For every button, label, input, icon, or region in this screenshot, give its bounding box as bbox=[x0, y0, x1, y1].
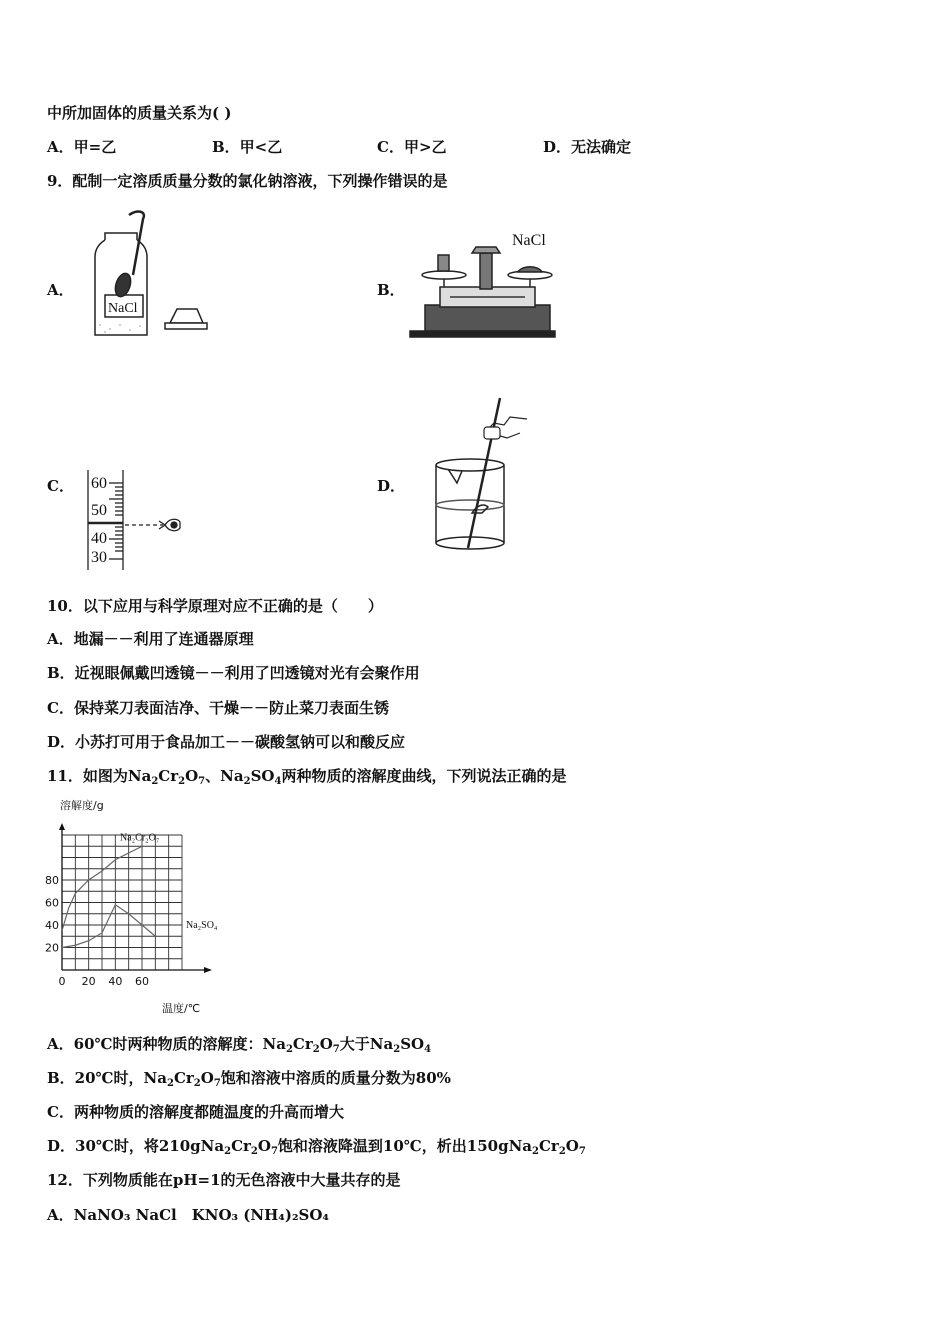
bottle-stopper-icon bbox=[165, 309, 207, 329]
formula-na2so4: $Na_2SO_4$ bbox=[369, 1035, 432, 1055]
chart-series bbox=[62, 832, 218, 947]
x-tick-label: 0 bbox=[58, 975, 66, 988]
cylinder-tick-50: 50 bbox=[91, 502, 107, 519]
q11-option-d[interactable] bbox=[47, 1136, 586, 1156]
chart-ylabel: 溶解度/g bbox=[60, 799, 104, 812]
formula-na2so4: $Na_2SO_4$ bbox=[220, 767, 282, 787]
q11-optA-prefix: A．60℃时两种物质的溶解度： bbox=[47, 1035, 263, 1053]
hand-icon bbox=[484, 427, 500, 439]
x-axis-arrow-icon bbox=[204, 967, 212, 973]
q10-option-c[interactable]: C．保持菜刀表面洁净、干燥－－防止菜刀表面生锈 bbox=[47, 699, 389, 717]
x-tick-label: 40 bbox=[108, 975, 123, 988]
q9-label-a[interactable]: A． bbox=[47, 281, 74, 299]
q11-option-a[interactable] bbox=[47, 1034, 431, 1054]
chart-grid bbox=[62, 835, 182, 970]
q8-option-a[interactable]: A．甲=乙 bbox=[47, 138, 117, 156]
q9-label-d[interactable]: D． bbox=[377, 477, 406, 495]
y-tick-label: 20 bbox=[45, 941, 59, 955]
y-tick-label: 40 bbox=[45, 919, 59, 932]
q10-option-d[interactable]: D．小苏打可用于食品加工－－碳酸氢钠可以和酸反应 bbox=[47, 733, 406, 751]
q11-optD-prefix: D．30℃时，将210g bbox=[47, 1137, 201, 1155]
figure-a-reagent-bottle bbox=[85, 205, 215, 340]
series-label: Na₂Cr₂O₇ bbox=[120, 832, 160, 844]
formula-na2cr2o7: $Na_2Cr_2O_7$ bbox=[200, 1137, 278, 1157]
reagent-bottle-icon bbox=[95, 212, 147, 335]
q9-label-b[interactable]: B． bbox=[377, 281, 405, 299]
x-tick-label: 60 bbox=[135, 975, 149, 988]
q11-stem-suffix: 两种物质的溶解度曲线，下列说法正确的是 bbox=[281, 767, 567, 785]
q11-stem bbox=[47, 766, 566, 786]
q10-stem: 10．以下应用与科学原理对应不正确的是（ ） bbox=[47, 597, 383, 615]
q8-option-b[interactable]: B．甲<乙 bbox=[212, 138, 283, 156]
cylinder-tick-30: 30 bbox=[91, 549, 107, 566]
figure-d-beaker bbox=[432, 393, 542, 563]
q9-stem: 9．配制一定溶质质量分数的氯化钠溶液，下列操作错误的是 bbox=[47, 172, 448, 190]
figure-b-balance bbox=[410, 225, 560, 340]
figure-b-label: NaCl bbox=[512, 232, 546, 249]
q8-stem-tail: 中所加固体的质量关系为( ) bbox=[47, 104, 232, 122]
balance-scale-icon bbox=[410, 247, 555, 337]
cylinder-tick-labels bbox=[91, 475, 107, 566]
chart-axes bbox=[59, 823, 212, 973]
q10-option-b[interactable]: B．近视眼佩戴凹透镜－－利用了凹透镜对光有会聚作用 bbox=[47, 664, 420, 682]
series-line bbox=[62, 905, 155, 948]
cylinder-tick-60: 60 bbox=[91, 475, 107, 492]
q11-stem-mid: 、 bbox=[205, 767, 221, 785]
y-tick-label: 60 bbox=[45, 896, 59, 910]
formula-na2cr2o7: $Na_2Cr_2O_7$ bbox=[262, 1035, 340, 1055]
formula-na2cr2o7: $Na_2Cr_2O_7$ bbox=[508, 1137, 586, 1157]
q11-optB-suffix: 饱和溶液中溶质的质量分数为80% bbox=[220, 1069, 451, 1087]
q9-label-c[interactable]: C． bbox=[47, 477, 74, 495]
beaker-stirring-icon bbox=[436, 398, 527, 549]
figure-c-cylinder bbox=[85, 465, 195, 575]
q11-optA-mid: 大于 bbox=[339, 1035, 370, 1053]
q8-option-c[interactable]: C．甲>乙 bbox=[377, 138, 447, 156]
dotted-fill-icon bbox=[99, 324, 141, 333]
q12-stem: 12．下列物质能在pH=1的无色溶液中大量共存的是 bbox=[47, 1171, 401, 1189]
q12-option-a[interactable]: A．NaNO₃ NaCl KNO₃ (NH₄)₂SO₄ bbox=[47, 1206, 329, 1224]
q11-option-b[interactable] bbox=[47, 1068, 451, 1088]
q11-option-c[interactable]: C．两种物质的溶解度都随温度的升高而增大 bbox=[47, 1103, 344, 1121]
q11-stem-prefix: 11．如图为 bbox=[47, 767, 128, 785]
q8-option-d[interactable]: D．无法确定 bbox=[543, 138, 632, 156]
y-tick-label: 80 bbox=[45, 874, 59, 887]
x-tick-label: 20 bbox=[81, 975, 96, 988]
formula-na2cr2o7: $Na_2Cr_2O_7$ bbox=[127, 767, 206, 787]
series-label: Na₂SO₄ bbox=[186, 919, 218, 931]
eye-icon bbox=[165, 519, 180, 530]
figure-a-label: NaCl bbox=[108, 301, 138, 316]
solubility-chart bbox=[40, 795, 240, 1020]
y-axis-arrow-icon bbox=[59, 823, 65, 830]
formula-na2cr2o7: $Na_2Cr_2O_7$ bbox=[143, 1069, 221, 1089]
q10-option-a[interactable]: A．地漏－－利用了连通器原理 bbox=[47, 630, 254, 648]
cylinder-tick-40: 40 bbox=[91, 530, 107, 547]
q11-optD-mid: 饱和溶液降温到10℃，析出150g bbox=[277, 1137, 509, 1155]
chart-xlabel: 温度/℃ bbox=[162, 1002, 201, 1015]
q11-optB-prefix: B．20℃时， bbox=[47, 1069, 144, 1087]
